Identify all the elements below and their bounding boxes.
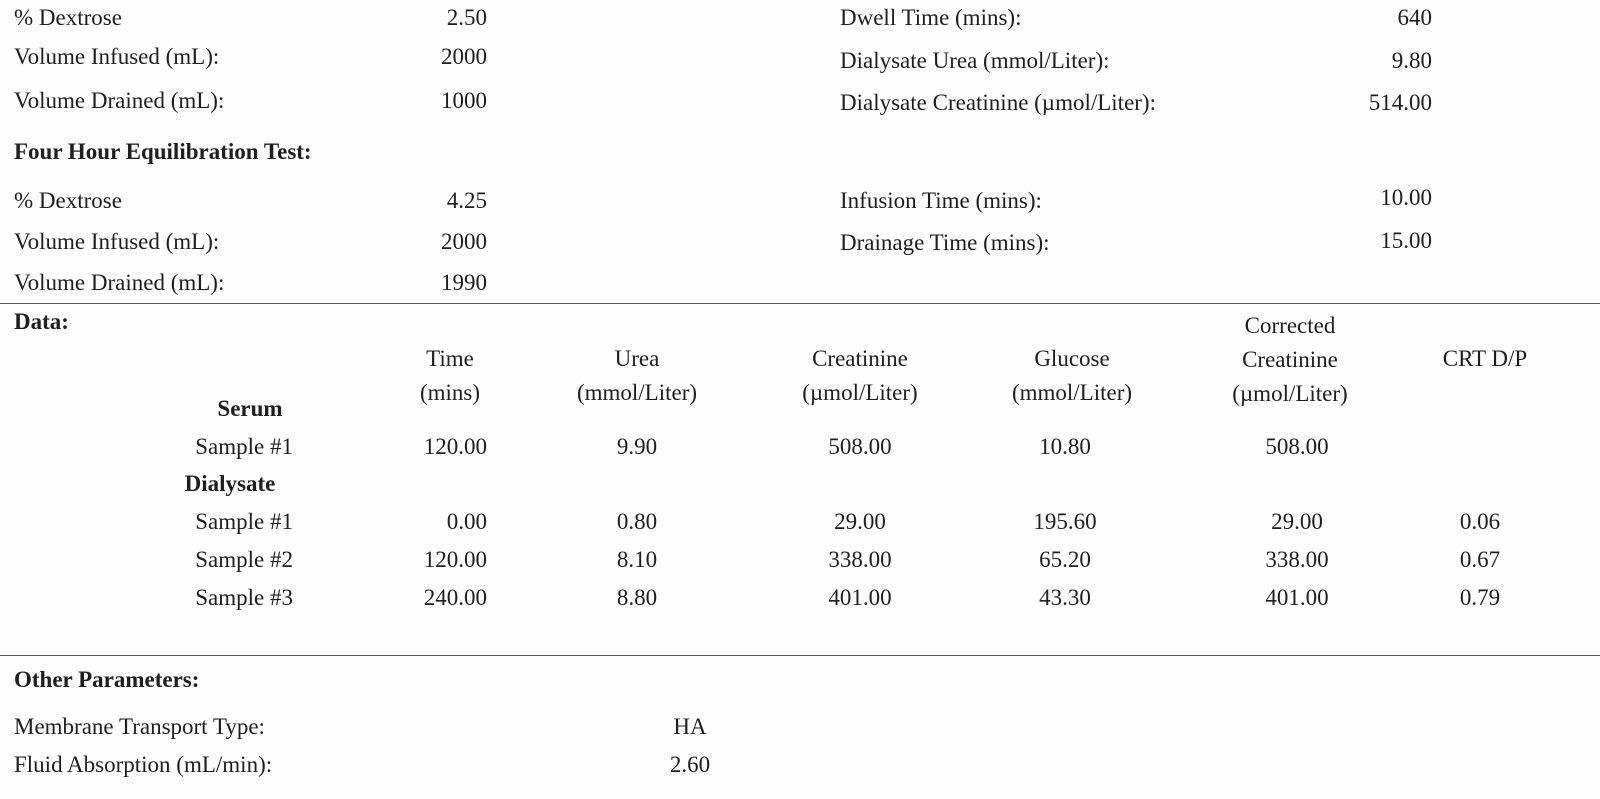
dialysate-creatinine-cell: 338.00 bbox=[828, 547, 892, 572]
dialysate-time-cell: 0.00 bbox=[446, 509, 487, 534]
serum-creatinine-cell: 508.00 bbox=[828, 434, 892, 459]
header-text: Creatinine bbox=[812, 346, 908, 371]
volume-drained-label: Volume Drained (mL): bbox=[14, 88, 225, 113]
volume-infused-label: Volume Infused (mL): bbox=[14, 44, 220, 69]
fh-dextrose-label: % Dextrose bbox=[14, 188, 122, 213]
serum-glucose-cell: 10.80 bbox=[1039, 434, 1091, 459]
volume-infused-value: 2000 bbox=[441, 44, 487, 69]
dialysate-sample-cell: Sample #2 bbox=[195, 547, 293, 572]
dialysate-sample-cell: Sample #1 bbox=[195, 509, 293, 534]
header-unit: (mmol/Liter) bbox=[1011, 380, 1133, 405]
dialysate-label: Dialysate bbox=[184, 471, 276, 496]
section-divider bbox=[0, 303, 1600, 304]
dialysate-time-cell: 240.00 bbox=[423, 585, 487, 610]
header-creatinine bbox=[770, 342, 950, 410]
header-text: Time bbox=[426, 346, 474, 371]
header-unit: (µmol/Liter) bbox=[1232, 381, 1348, 406]
dialysate-corrected-cell: 338.00 bbox=[1265, 547, 1329, 572]
fluid-absorption-label: Fluid Absorption (mL/min): bbox=[14, 752, 273, 777]
dialysate-time-cell: 120.00 bbox=[423, 547, 487, 572]
dialysate-creatinine-label: Dialysate Creatinine (µmol/Liter): bbox=[840, 90, 1156, 115]
dialysate-glucose-cell: 43.30 bbox=[1039, 585, 1091, 610]
dialysate-creatinine-cell: 29.00 bbox=[834, 509, 886, 534]
four-hour-title: Four Hour Equilibration Test: bbox=[14, 139, 312, 164]
infusion-time-value: 10.00 bbox=[1380, 185, 1432, 210]
other-title: Other Parameters: bbox=[14, 667, 200, 692]
dialysate-sample-cell: Sample #3 bbox=[195, 585, 293, 610]
data-title: Data: bbox=[14, 309, 69, 334]
serum-sample-cell: Sample #1 bbox=[195, 434, 293, 459]
dialysate-urea-cell: 8.80 bbox=[616, 585, 658, 610]
dialysate-creatinine-value: 514.00 bbox=[1368, 90, 1432, 115]
header-unit: (mins) bbox=[419, 380, 481, 405]
infusion-time-label: Infusion Time (mins): bbox=[840, 188, 1042, 213]
serum-urea-cell: 9.90 bbox=[616, 434, 658, 459]
serum-time-cell: 120.00 bbox=[423, 434, 487, 459]
dialysate-urea-value: 9.80 bbox=[1391, 48, 1432, 73]
header-corrected-creatinine bbox=[1200, 309, 1380, 411]
dialysate-crt-cell: 0.06 bbox=[1459, 509, 1501, 534]
fluid-absorption-value: 2.60 bbox=[669, 752, 711, 777]
fh-volume-infused-label: Volume Infused (mL): bbox=[14, 229, 220, 254]
header-unit: (µmol/Liter) bbox=[802, 380, 918, 405]
header-crt-dp: CRT D/P bbox=[1442, 346, 1528, 371]
header-urea bbox=[547, 342, 727, 410]
fh-dextrose-value: 4.25 bbox=[446, 188, 487, 213]
dialysate-creatinine-cell: 401.00 bbox=[828, 585, 892, 610]
header-glucose bbox=[982, 342, 1162, 410]
volume-drained-value: 1000 bbox=[441, 88, 487, 113]
dialysate-glucose-cell: 195.60 bbox=[1033, 509, 1097, 534]
dextrose-value: 2.50 bbox=[446, 5, 487, 30]
dialysate-corrected-cell: 29.00 bbox=[1271, 509, 1323, 534]
fh-volume-drained-value: 1990 bbox=[441, 270, 487, 295]
header-text: Urea bbox=[614, 346, 660, 371]
dialysate-urea-cell: 0.80 bbox=[616, 509, 658, 534]
dialysate-crt-cell: 0.67 bbox=[1459, 547, 1501, 572]
serum-corrected-cell: 508.00 bbox=[1265, 434, 1329, 459]
membrane-type-value: HA bbox=[673, 714, 707, 739]
dialysate-crt-cell: 0.79 bbox=[1459, 585, 1501, 610]
header-time bbox=[390, 342, 510, 410]
fh-volume-infused-value: 2000 bbox=[441, 229, 487, 254]
serum-label: Serum bbox=[217, 396, 283, 421]
header-unit: (mmol/Liter) bbox=[576, 380, 698, 405]
section-divider bbox=[0, 655, 1600, 656]
dextrose-label: % Dextrose bbox=[14, 5, 122, 30]
header-text: Creatinine bbox=[1242, 347, 1338, 372]
dialysate-urea-cell: 8.10 bbox=[616, 547, 658, 572]
dialysate-glucose-cell: 65.20 bbox=[1039, 547, 1091, 572]
fh-volume-drained-label: Volume Drained (mL): bbox=[14, 270, 225, 295]
dwell-time-label: Dwell Time (mins): bbox=[840, 5, 1022, 30]
dialysate-corrected-cell: 401.00 bbox=[1265, 585, 1329, 610]
drainage-time-value: 15.00 bbox=[1380, 228, 1432, 253]
membrane-type-label: Membrane Transport Type: bbox=[14, 714, 265, 739]
header-text: Glucose bbox=[1034, 346, 1110, 371]
drainage-time-label: Drainage Time (mins): bbox=[840, 230, 1050, 255]
dwell-time-value: 640 bbox=[1397, 5, 1432, 30]
header-text: Corrected bbox=[1244, 313, 1336, 338]
dialysate-urea-label: Dialysate Urea (mmol/Liter): bbox=[840, 48, 1110, 73]
